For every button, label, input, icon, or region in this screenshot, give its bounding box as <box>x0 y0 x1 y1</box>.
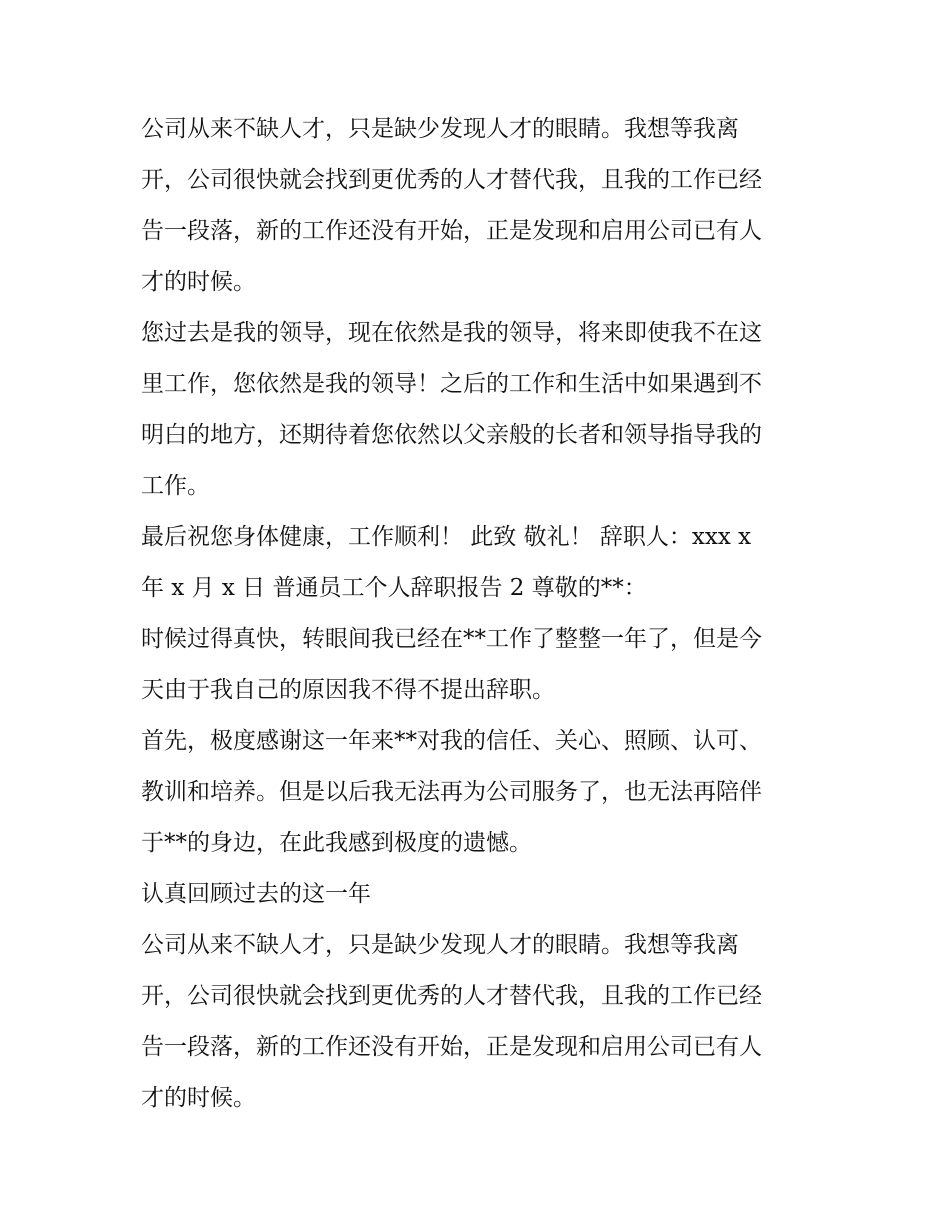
text-line: 明白的地方，还期待着您依然以父亲般的长者和领导指导我的 <box>141 422 762 448</box>
text-line: 里工作，您依然是我的领导！之后的工作和生活中如果遇到不 <box>141 371 762 397</box>
paragraph <box>141 104 813 308</box>
text-line: 教训和培养。但是以后我无法再为公司服务了，也无法再陪伴 <box>141 779 762 805</box>
text-line: 公司从来不缺人才，只是缺少发现人才的眼睛。我想等我离 <box>141 116 739 142</box>
text-line: 最后祝您身体健康，工作顺利！ 此致 敬礼！ 辞职人：xxx x <box>141 524 752 550</box>
paragraph <box>141 920 813 1124</box>
text-line: 才的时候。 <box>141 269 256 295</box>
text-line: 您过去是我的领导，现在依然是我的领导，将来即使我不在这 <box>141 320 762 346</box>
paragraph <box>141 614 813 716</box>
paragraph <box>141 869 813 920</box>
text-line: 天由于我自己的原因我不得不提出辞职。 <box>141 677 555 703</box>
text-line: 认真回顾过去的这一年 <box>141 881 371 907</box>
paragraph <box>141 308 813 512</box>
text-line: 首先，极度感谢这一年来**对我的信任、关心、照顾、认可、 <box>141 728 762 754</box>
paragraph <box>141 716 813 869</box>
text-line: 告一段落，新的工作还没有开始，正是发现和启用公司已有人 <box>141 218 762 244</box>
text-line: 工作。 <box>141 473 210 499</box>
text-line: 时候过得真快，转眼间我已经在**工作了整整一年了，但是今 <box>141 626 762 652</box>
text-line: 年 x 月 x 日 普通员工个人辞职报告 2 尊敬的**： <box>141 575 647 601</box>
text-line: 开，公司很快就会找到更优秀的人才替代我，且我的工作已经 <box>141 983 762 1009</box>
text-line: 公司从来不缺人才，只是缺少发现人才的眼睛。我想等我离 <box>141 932 739 958</box>
text-line: 告一段落，新的工作还没有开始，正是发现和启用公司已有人 <box>141 1034 762 1060</box>
text-line: 开，公司很快就会找到更优秀的人才替代我，且我的工作已经 <box>141 167 762 193</box>
document-page <box>141 104 813 1124</box>
paragraph <box>141 512 813 614</box>
text-line: 才的时候。 <box>141 1085 256 1111</box>
text-line: 于**的身边，在此我感到极度的遗憾。 <box>141 830 532 856</box>
